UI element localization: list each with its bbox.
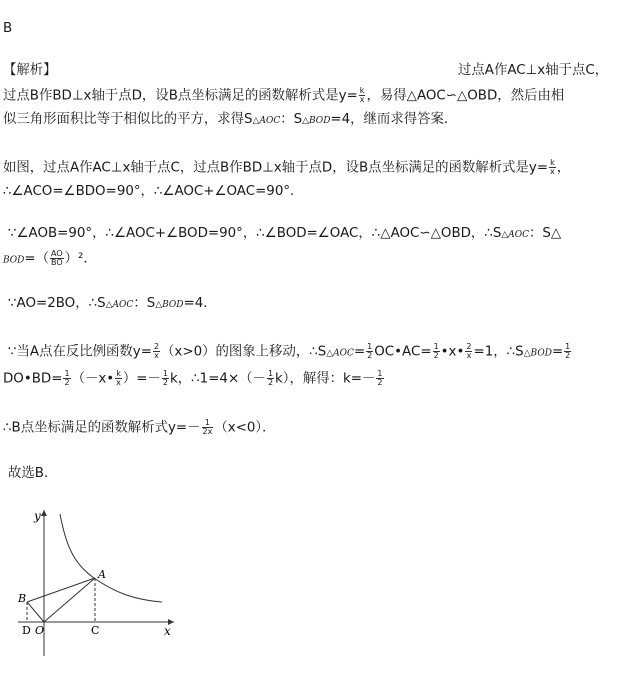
x-axis-label: x [164, 624, 171, 638]
segment-ob [27, 602, 44, 622]
final-choice: 故选B． [8, 466, 58, 481]
figure-graph [14, 506, 184, 666]
answer-letter: B [3, 21, 13, 36]
solution-line-1: 如图，过点A作AC⊥x轴于点C，过点B作BD⊥x轴于点D，设B点坐标满足的函数解析式是y= $\frac{k}{x}$ ， [3, 158, 571, 176]
analysis-line-2: 过点B作BD⊥x轴于点D，设B点坐标满足的函数解析式是y= $\frac{k}{x}$ ，易得△AOC∽△OBD，然后由相 [3, 86, 565, 104]
solution-line-8: ∴B点坐标满足的函数解析式y=－ $\frac{1}{2x}$ （x<0）． [3, 418, 276, 436]
solution-line-3: ∵∠AOB=90°，∴∠AOC+∠BOD=90°，∴∠BOD=∠OAC，∴△AOC∽△OBD，∴S△AOC：S△ [8, 226, 562, 241]
point-b-label: B [18, 592, 27, 605]
segment-oa [44, 578, 95, 622]
point-d-label: D [22, 624, 31, 637]
fraction-k-over-x: $\frac{k}{x}$ [550, 158, 555, 176]
section-heading: 【解析】 [3, 63, 57, 78]
fraction-k-over-x: $\frac{k}{x}$ [359, 86, 365, 104]
solution-line-6: ∵当A点在反比例函数y= $\frac{2}{x}$ （x>0）的图象上移动，∴S△AOC= $\frac{1}{2}$ OC•AC= $\frac{1}{2}$ •x• $\frac{2}{x}$ =1，∴S△BOD= $\frac{1}{2}$ [8, 342, 571, 360]
y-axis-label: y [34, 509, 41, 523]
point-o-label: O [35, 624, 45, 637]
point-a-label: A [98, 568, 106, 581]
analysis-line-1: 过点A作AC⊥x轴于点C， [458, 63, 609, 78]
solution-line-5: ∵AO=2BO，∴S△AOC：S△BOD=4． [8, 296, 217, 311]
solution-line-2: ∴∠ACO=∠BDO=90°，∴∠AOC+∠OAC=90°． [3, 184, 304, 199]
hyperbola-curve [60, 514, 162, 602]
segment-ab [27, 578, 95, 602]
solution-line-4: BOD=（ $\frac{AO}{BO}$ ）²． [3, 249, 97, 267]
solution-line-7: DO•BD= $\frac{1}{2}$ （－x• $\frac{k}{x}$ ）=－ $\frac{1}{2}$ k，∴1=4×（－ $\frac{1}{2}$ k），解得：k=－ $\frac{1}{2}$ [3, 369, 383, 387]
analysis-line-3: 似三角形面积比等于相似比的平方，求得S△AOC：S△BOD=4，继而求得答案． [3, 112, 458, 127]
fraction-ao-over-bo: $\frac{AO}{BO}$ [51, 249, 63, 267]
point-c-label: C [91, 624, 100, 637]
